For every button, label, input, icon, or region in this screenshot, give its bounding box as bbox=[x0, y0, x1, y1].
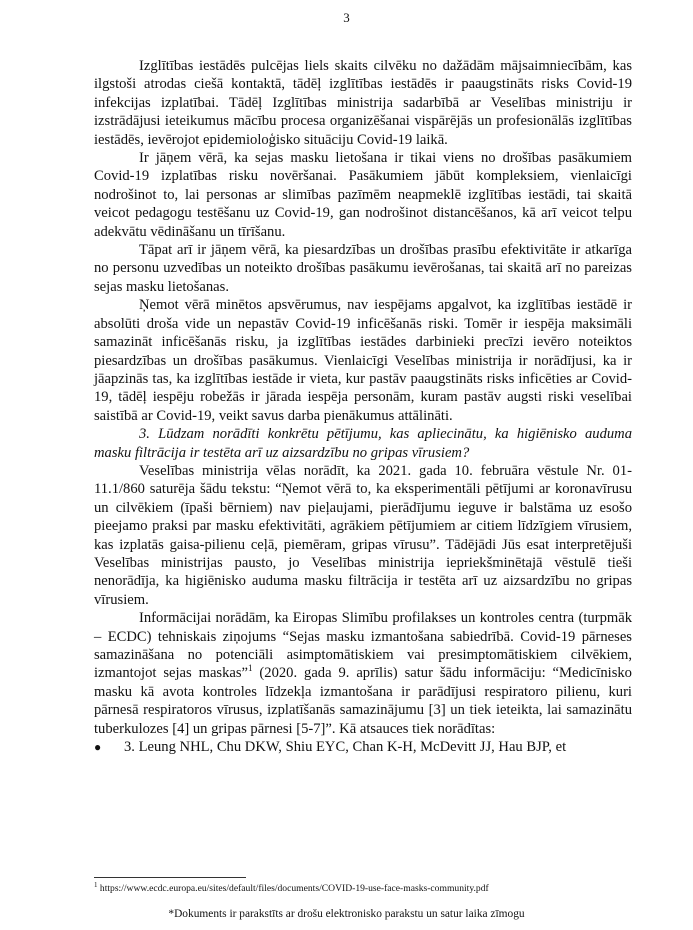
body-paragraph: Ņemot vērā minētos apsvērumus, nav iespējams apgalvot, ka izglītības iestādē ir absolūti droša vide un nepastāv Covid-19 inficēšanās riski. Tomēr ir iespēja maksimāli samazināt inficēšanās risku, ja izglītības iestādes darbinieki precīzi ievēro noteiktos piesardzības un drošības pasākumus. Vienlaicīgi Veselības ministrija ir norādījusi, ka ir jāapzinās tas, ka izglītības iestāde ir vieta, kur pastāv paaugstināts risks inficēties ar Covid-19, tādēļ iespēju robežās ir jārada iespēja personām, kuram pastāv augsti riski veselībai saistībā ar Covid-19, veikt savus darba pienākumus attālināti. bbox=[94, 297, 632, 424]
body-paragraph: Ir jāņem vērā, ka sejas masku lietošana ir tikai viens no drošības pasākumiem Covid-19 izplatības risku novēršanai. Pasākumiem jābūt kompleksiem, vienlaicīgi nodrošinot to, lai personas ar slimības pazīmēm neapmeklē izglītības iestādi, tai skaitā veicot pedagogu testēšanu uz Covid-19, gan nodrošinot distancēšanos, kā arī veicot telpu adekvātu vēdināšanu un tīrīšanu. bbox=[94, 150, 632, 240]
footnote bbox=[94, 880, 654, 895]
footnote-marker: 1 bbox=[94, 880, 98, 889]
ecdc-text-before: Informācijai norādām, ka Eiropas Slimību profilakses un kontroles centra (turpmāk – ECDC) tehniskais ziņojums “Sejas masku izmantošana sabiedrībā. Covid-19 pārneses samazināšana no potenciāli asimptomātiskiem vai presimptomātiskiem cilvēkiem, izmantojot sejas maskas” bbox=[94, 610, 632, 682]
body-paragraph: Izglītības iestādēs pulcējas liels skaits cilvēku no dažādām mājsaimniecībām, kas ilgstoši atrodas ciešā kontaktā, tādēļ izglītības iestādēs ir paaugstināts risks Covid-19 infekcijas izplatībai. Tādēļ Izglītības ministrija sadarbībā ar Veselības ministriju ir izstrādājusi ieteikumus mācību procesa organizēšanai vispārējās un profesionālās izglītības iestādēs, ievērojot epidemioloģisko situāciju Covid-19 laikā. bbox=[94, 58, 632, 148]
page-number: 3 bbox=[343, 10, 350, 25]
body-paragraph: Tāpat arī ir jāņem vērā, ka piesardzības un drošības prasību efektivitāte ir atkarīga no personu uzvedības un noteikto drošības pasākumu ievērošanas, tai skaitā arī no pareizas sejas masku lietošanas. bbox=[94, 242, 632, 295]
bullet-icon: ● bbox=[94, 740, 102, 755]
ecdc-text-after: (2020. gada 9. aprīlis) satur šādu informāciju: “Medicīnisko masku kā avota kontroles līdzekļa izmantošana ir parādījusi respiratoro pilienu, kuri pārnesā respiratoros vīrusus, izplatīšanās samazinājumu [3] un tiek ieteikta, lai samazinātu tuberkulozes [4] un gripas pārnesi [5-7]”. Kā atsauces tiek norādītas: bbox=[94, 665, 632, 737]
document-body bbox=[94, 57, 632, 756]
footnote-divider bbox=[94, 877, 246, 878]
reference-text: 3. Leung NHL, Chu DKW, Shiu EYC, Chan K-H, McDevitt JJ, Hau BJP, et bbox=[124, 739, 567, 756]
answer-paragraph: Veselības ministrija vēlas norādīt, ka 2021. gada 10. februāra vēstule Nr. 01-11.1/860 saturēja šādu tekstu: “Ņemot vērā to, ka eksperimentāli pētījumi ar koronavīrusu un cilvēkiem (īpaši bērniem) nav pieļaujami, pierādījumu ieguve ir balstāma uz esošo pieejamo praksi par masku efektivitāti, agrākiem pētījumiem ar citiem līdzīgiem vīrusiem, kas izplatās gaisa-pilienu ceļā, piemēram, gripas vīrusu”. Tādējādi Jūs esat interpretējuši Veselības ministrijas pausto, jo Veselības ministrija iepriekšminētajā vēstulē tieši nenorādīja, ka higiēnisko auduma masku filtrācija ir testēta arī uz aizsardzību no gripas vīrusiem. bbox=[94, 462, 632, 608]
signature-note: *Dokuments ir parakstīts ar drošu elektronisko parakstu un satur laika zīmogu bbox=[168, 908, 525, 920]
reference-list-item bbox=[94, 738, 632, 756]
ecdc-paragraph bbox=[94, 609, 632, 738]
footnote-reference: 1 bbox=[248, 663, 253, 674]
question-heading: 3. Lūdzam norādīti konkrētu pētījumu, kas apliecinātu, ka higiēnisko auduma masku filtrācija ir testēta arī uz aizsardzību no gripas vīrusiem? bbox=[94, 426, 632, 461]
footnote-url[interactable]: https://www.ecdc.europa.eu/sites/default/files/documents/COVID-19-use-face-masks-community.pdf bbox=[97, 883, 489, 894]
